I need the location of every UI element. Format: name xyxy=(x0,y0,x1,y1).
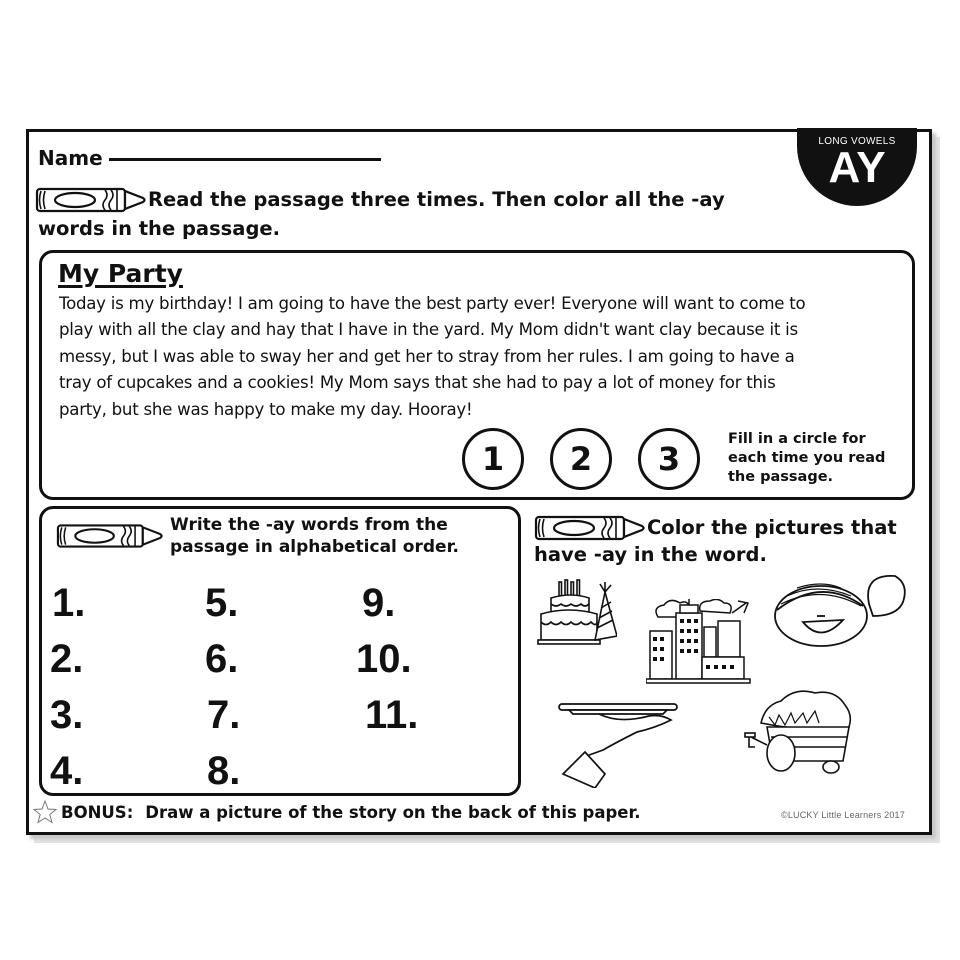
name-row xyxy=(38,146,103,170)
color-instruction-line-2: have -ay in the word. xyxy=(534,543,767,566)
passage-line: party, but she was happy to make my day. Hooray! xyxy=(59,399,473,419)
passage-line: play with all the clay and hay that I have in the yard. My Mom didn't want clay because it is xyxy=(59,320,798,340)
badge-title: AY xyxy=(828,143,886,192)
passage-text xyxy=(59,291,909,423)
color-instructions xyxy=(534,514,897,568)
passage-line: messy, but I was able to sway her and get her to stray from her rules. I am going to have a xyxy=(59,346,795,366)
color-instruction-line-1: Color the pictures that xyxy=(647,516,897,539)
main-instructions xyxy=(35,185,795,243)
crayon-icon xyxy=(534,515,646,541)
passage-box xyxy=(39,250,915,500)
fill-note-line: Fill in a circle for xyxy=(728,431,866,447)
write-instruction-line-2: passage in alphabetical order. xyxy=(170,537,459,557)
answer-number: 4. xyxy=(50,749,84,793)
answer-number: 6. xyxy=(205,637,239,681)
answer-number: 8. xyxy=(207,749,241,793)
bonus-text: Draw a picture of the story on the back of this paper. xyxy=(145,802,641,822)
copyright: ©LUCKY Little Learners 2017 xyxy=(781,810,905,820)
read-circle-2[interactable]: 2 xyxy=(550,428,612,490)
write-instruction-line-1: Write the -ay words from the xyxy=(170,515,448,535)
crayon-icon xyxy=(35,187,147,213)
answer-number: 9. xyxy=(362,581,396,625)
name-label: Name xyxy=(38,146,103,170)
long-vowels-badge xyxy=(797,128,917,206)
instruction-line-2: words in the passage. xyxy=(38,217,281,240)
fill-circle-note xyxy=(728,430,885,487)
fill-note-line: each time you read xyxy=(728,450,886,466)
read-circle-3[interactable]: 3 xyxy=(638,428,700,490)
answer-number: 10. xyxy=(356,637,412,681)
bonus-row xyxy=(33,800,641,824)
badge-subtitle: LONG VOWELS xyxy=(818,136,896,147)
hand-tray-picture[interactable] xyxy=(555,702,681,788)
crayon-icon xyxy=(56,523,164,549)
write-words-box xyxy=(39,506,521,796)
face-speech-picture[interactable] xyxy=(773,574,909,654)
write-instructions xyxy=(56,514,459,558)
city-picture[interactable] xyxy=(646,599,751,687)
birthday-cake-picture[interactable] xyxy=(537,574,617,658)
passage-line: tray of cupcakes and a cookies! My Mom says that she had to pay a lot of money for this xyxy=(59,373,776,393)
passage-title: My Party xyxy=(58,259,183,288)
bonus-label: BONUS: xyxy=(61,802,134,822)
star-icon xyxy=(33,800,57,824)
read-circle-1[interactable]: 1 xyxy=(462,428,524,490)
name-field[interactable] xyxy=(109,158,381,161)
answer-number: 2. xyxy=(50,637,84,681)
fill-note-line: the passage. xyxy=(728,469,834,485)
worksheet xyxy=(26,129,932,835)
hay-wagon-picture[interactable] xyxy=(741,687,853,779)
answer-number: 7. xyxy=(207,693,241,737)
passage-line: Today is my birthday! I am going to have the best party ever! Everyone will want to come to xyxy=(59,294,806,313)
instruction-line-1: Read the passage three times. Then color all the -ay xyxy=(148,188,725,211)
answer-number: 1. xyxy=(52,581,86,625)
answer-number: 11. xyxy=(365,693,419,737)
answer-number: 5. xyxy=(205,581,239,625)
answer-number: 3. xyxy=(50,693,84,737)
